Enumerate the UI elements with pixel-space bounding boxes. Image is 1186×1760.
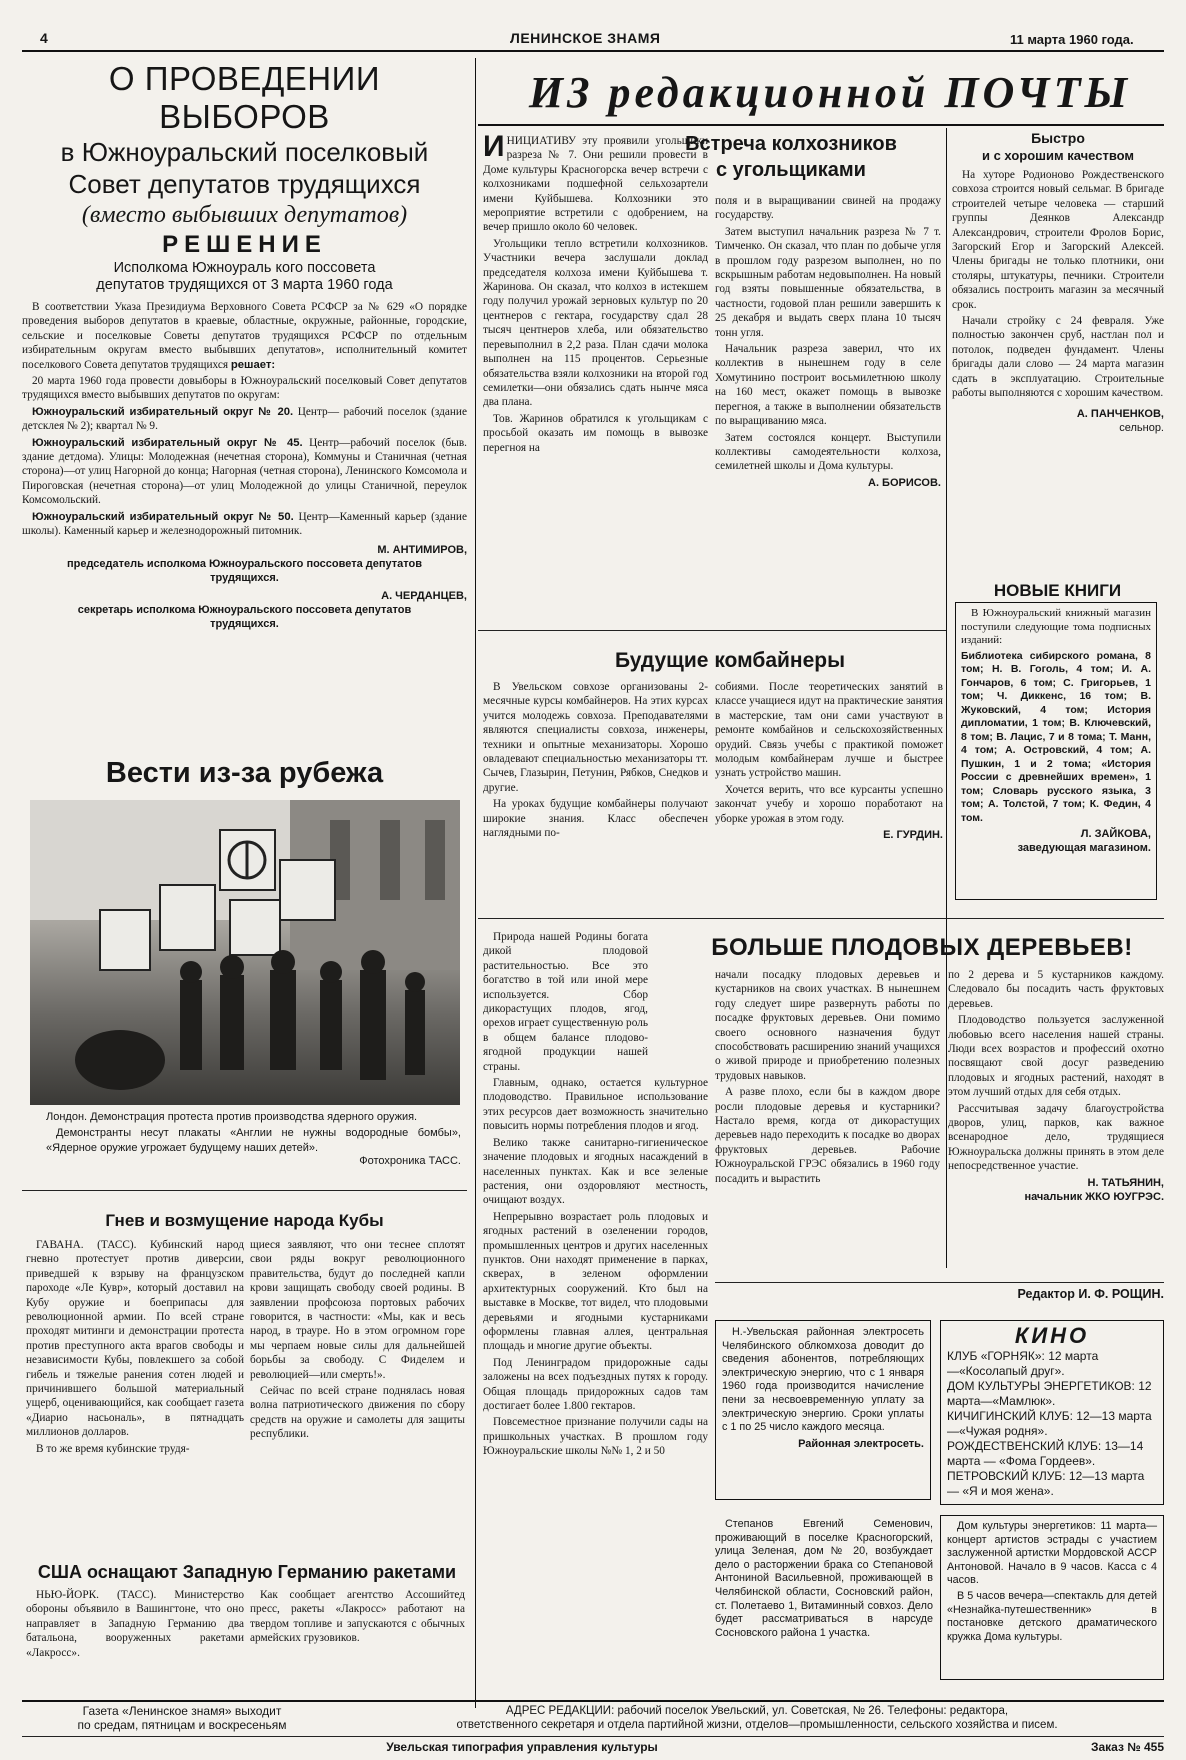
combiners-text-1: В Увельском совхозе организованы 2-месячные курсы комбайнеров. На этих курсах учится молодежь совхоза. Преподавателями являются специалисты совхоза, инженеры, техники и опытные механизаторы. Хорошо овладевают специальностью механизаторы тт. Сычев, Глазырин, Петунин, Рябков, Снедков и другие.	[483, 681, 708, 794]
cuba-text-2b: Сейчас по всей стране поднялась новая волна патриотического движения по сбору средств на оружие и самолеты для защиты республики.	[250, 1385, 465, 1441]
culture-box	[940, 1515, 1164, 1680]
fruit-text-1: Природа нашей Родины богата дикой плодовой растительностью. Все это богатство в той или иной мере используется. Сбор дикорастущих плодов, ягод, орехов играет существенную роль в общем балансе плодово-ягодной продукции нашей страны.	[483, 931, 648, 1073]
header-rule	[22, 50, 1164, 52]
caption-credit: Фотохроника ТАСС.	[359, 1155, 461, 1168]
meeting-col2-para-4: Затем состоялся концерт. Выступили коллективы самодеятельности колхоза, семилетней школы и Дома культуры.	[715, 431, 941, 473]
cinema-listing-5: ПЕТРОВСКИЙ КЛУБ: 12—13 марта — «Я и моя жена».	[947, 1469, 1145, 1498]
footer-rule-bottom	[22, 1736, 1164, 1737]
masthead: ЛЕНИНСКОЕ ЗНАМЯ	[510, 30, 661, 46]
footer-printer: Увельская типография управления культуры	[386, 1740, 658, 1754]
combiners-col-2	[715, 680, 943, 842]
power-notice-text: Н.-Увельская районная электросеть Челябинского облкомхоза доводит до сведения абонентов, потребляющих электрическую энергию, что с 1 января 1960 года производится начисление пени за несвоевременную уплату за электрическую энергию. Сроки уплаты с 1 по 25 число каждого месяца.	[722, 1326, 924, 1434]
footer-address-2: ответственного секретаря и отдела партийной жизни, отделов—промышленности, сельского хозяйства и писем.	[456, 1719, 1058, 1731]
fruit-role: начальник ЖКО ЮУГРЭС.	[1024, 1190, 1164, 1203]
issuer-line-1: Исполкома Южноураль кого поссовета	[113, 260, 376, 276]
banner-rule	[478, 124, 1164, 126]
issue-date: 11 марта 1960 года.	[1010, 32, 1134, 47]
issuer-line-2: депутатов трудящихся от 3 марта 1960 года	[96, 277, 393, 293]
elections-paragraph-2: 20 марта 1960 года провести довыборы в Южноуральский поселковый Совет депутатов трудящихся вместо выбывших депутатов по округам:	[22, 375, 467, 402]
meeting-col2-para-3: Начальник разреза заверил, что их коллектив в нынешнем году в селе Хомутинино построит восьмилетнюю школу на 160 мест, окажет помощь в вывозке перегноя, а также в выполнении обязательств по выращиванию мяса.	[715, 343, 941, 428]
fruit-text-1c: Велико также санитарно-гигиеническое значение плодовых и ягодных насаждений в населенных пунктах. Как и все зеленые растения, они оздоровляют местность, очищают воздух.	[483, 1136, 708, 1207]
fast-para-1: На хуторе Родионово Рождественского совхоза строится новый сельмаг. В бригаде строителей четыре человека — старший группы Деянков Александр Александрович, строители Фролов Борис, Загорский Егор и Загорский Алексей. Члены бригады не только плотники, они столяры, штукатуры, печники. Строители обязались построить магазин за месячный срок.	[952, 169, 1164, 311]
meeting-signature: А. БОРИСОВ.	[868, 476, 941, 489]
district-50: Южноуральский избирательный округ № 50. Центр—Каменный карьер (здание школы). Каменный карьер и железнодорожный питомник.	[22, 510, 467, 538]
meeting-title-2: с угольщиками	[716, 159, 866, 181]
cinema-box	[940, 1320, 1164, 1505]
fruit-heading: БОЛЬШЕ ПЛОДОВЫХ ДЕРЕВЬЕВ!	[711, 934, 1133, 961]
fruit-col-1	[483, 930, 708, 1461]
fruit-text-1f: Повсеместное признание получили сады на пришкольных участках. В прошлом году Южноуральские школы №№ 1, 2 и 50	[483, 1416, 708, 1458]
elections-subtitle-2: Совет депутатов трудящихся	[68, 169, 421, 199]
cuba-text-1: ГАВАНА. (ТАСС). Кубинский народ гневно протестует против диверсии, приведшей к взрыву на французском пароходе «Ле Кувр», который доставил на Кубу оружие и боеприпасы для революционной армии. По всей стране проходят митинги и демонстрации протеста против преступного акта врагов свободы и независимости Кубы, повлекшего за собой гибель и тяжелые ранения сотен людей и причинившего большой материальный ущерб, оценивающийся, как сообщает газета «Диарио насьональ», в пятнадцать миллионов долларов.	[26, 1239, 244, 1439]
combiners-text-2: собиями. После теоретических занятий в классе учащиеся идут на практические занятия в мастерские, там они сами участвуют в ремонте комбайнов и сельскохозяйственных орудий. Связь учебы с практикой поможет молодым комбайнерам лучше и быстрее узнать устройство машин.	[715, 681, 943, 780]
books-box	[955, 602, 1157, 900]
fruit-text-3: по 2 дерева и 5 кустарников каждому. Следовало бы посадить часть фруктовых деревьев.	[948, 969, 1164, 1010]
fast-article	[952, 130, 1164, 435]
signature-cherdantsev: А. ЧЕРДАНЦЕВ,	[381, 589, 467, 602]
divorce-notice	[715, 1518, 933, 1642]
page-number: 4	[40, 30, 48, 46]
combiners-rule	[478, 630, 946, 631]
usa-col-2	[250, 1588, 465, 1648]
fruit-col-2	[715, 968, 940, 1188]
signature-antimirov-role: председатель исполкома Южноуральского поссовета депутатов трудящихся.	[66, 557, 423, 584]
elections-subtitle-3: (вместо выбывших депутатов)	[81, 202, 408, 228]
fruit-text-2: начали посадку плодовых деревьев и кустарников на своих участках. В нынешнем году следует шире развернуть работы по посадке фруктовых деревьев. Они помимо своего основного назначения будут способствовать расширению знаний учащихся о живой природе и приобретению полезных трудовых навыков.	[715, 969, 940, 1082]
cinema-heading: КИНО	[1014, 1323, 1090, 1348]
meeting-col-2	[715, 194, 941, 490]
fruit-text-2b: А разве плохо, если бы в каждом дворе росли плодовые деревья и кустарники? Настало время, когда от дикорастущих деревьев надо переходить к посадке во дворах фруктовых деревьев. Рабочие Южноуральской ГРЭС обязались в 1960 году посадить и вырастить	[715, 1086, 940, 1185]
fruit-text-1e: Под Ленинградом придорожные сады заложены на всех подъездных путях к городу. Общая площадь придорожных садов там достигает более 1.800 гектаров.	[483, 1356, 708, 1412]
meeting-para-2: Угольщики тепло встретили колхозников. Участники вечера заслушали доклад председателя колхоза имени Куйбышева т. Жаринова. Он сказал, что колхоз в истекшем году получил урожай зерновых культур по 20 центнеров с гектара, государству сдал 28 тысяч центнеров хлеба, или обязательство перевыполнил в 2,2 раза. План сдачи молока выполнен на 115 процентов. Серьезные обязательства взяли колхозники на второй год семилетки—они обязались сдать нынче мяса два плана.	[483, 237, 708, 409]
cinema-listing-4: РОЖДЕСТВЕНСКИЙ КЛУБ: 13—14 марта — «Фома Гордеев».	[947, 1439, 1144, 1468]
editor-rule	[715, 1282, 1164, 1283]
abroad-heading: Вести из-за рубежа	[105, 757, 384, 789]
footer-left-2: по средам, пятницам и воскресеньям	[77, 1718, 287, 1732]
books-signature: Л. ЗАЙКОВА,	[1080, 828, 1151, 840]
combiners-text-2b: Хочется верить, что все курсанты успешно закончат учебу и хорошо поработают на уборке урожая в этом году.	[715, 783, 943, 825]
abroad-rule	[22, 1190, 467, 1191]
usa-heading: США оснащают Западную Германию ракетами	[37, 1562, 457, 1582]
meeting-lead: И НИЦИАТИВУ эту проявили угольщики разреза № 7. Они решили провести в Доме культуры Красногорска вечер встречи с колхозниками подшефной сельхозартели имени Куйбышева. Колхозники это мероприятие встретили с одобрением, на вечер пришло около 60 человек.	[483, 130, 708, 234]
usa-text-1: НЬЮ-ЙОРК. (ТАСС). Министерство обороны объявило в Вашингтоне, что оно направляет в Западную Германию два батальона, вооруженных ракетами «Лакросс».	[26, 1589, 244, 1659]
meeting-col2-para-2: Затем выступил начальник разреза № 7 т. Тимченко. Он сказал, что план по добыче угля в прошлом году разрезом выполнен, но по вскрышным работам недовыполнен. На новый год взяты повышенные обязательства, в частности, годовой план решили завершить к 25 декабря и выдать сверх плана 10 тысяч тонн угля.	[715, 225, 941, 339]
fruit-text-1b: Главным, однако, остается культурное плодоводство. Правильное использование этих ресурсов дает возможность значительно повысить нормы потребления плодов и ягод.	[483, 1077, 708, 1133]
elections-subtitle-1: в Южноуральский поселковый	[60, 137, 429, 167]
footer-order: Заказ № 455	[1090, 1740, 1164, 1754]
combiners-heading: Будущие комбайнеры	[614, 649, 846, 672]
cinema-listing-2: ДОМ КУЛЬТУРЫ ЭНЕРГЕТИКОВ: 12 марта—«Мамлюк».	[947, 1379, 1152, 1408]
footer-address-1: АДРЕС РЕДАКЦИИ: рабочий поселок Увельский, ул. Советская, № 26. Телефоны: редактора,	[505, 1705, 1009, 1717]
district-20: Южноуральский избирательный округ № 20. Центр— рабочий поселок (здание детсклея № 2); квартал № 9.	[22, 405, 467, 433]
books-list: Библиотека сибирского романа, 8 том; Н. В. Гоголь, 4 том; И. А. Гончаров, 6 том; С. Григорьев, 1 том; Ч. Диккенс, 16 том; В. Жуковский, 4 том; История дипломатии, 1 том; В. Ключевский, 8 том; В. Лацис, 7 и 8 тома; Т. Манн, 4 том; А. Островский, 4 том; А. Пушкин, 1 и 2 тома; «История России с древнейших времен», 1 том; Словарь русского языка, 3 том; А. Толстой, 7 том; К. Федин, 4 том.	[961, 649, 1151, 824]
photo-caption	[46, 1110, 461, 1167]
fruit-text-3b: Плодоводство пользуется заслуженной любовью всего населения нашей страны. Люди всех возрастов и профессий охотно посвящают свой досуг разведению плодовых и ягодных растений, находят в этом лучший отдых для себя отдых.	[948, 1014, 1164, 1099]
caption-line-2: Демонстранты несут плакаты «Англии не нужны водородные бомбы», «Ядерное оружие угрожает будущему наших детей».	[46, 1127, 461, 1154]
meeting-col-1	[483, 128, 708, 457]
books-role: заведующая магазином.	[1017, 842, 1151, 854]
culture-text-1: Дом культуры энергетиков: 11 марта—концерт артистов эстрады с участием заслуженной артистки Мордовской АССР Антоновой. Начало в 9 часов. Касса с 4 часов.	[947, 1520, 1157, 1587]
fruit-col-3	[948, 968, 1164, 1204]
divorce-text: Степанов Евгений Семенович, проживающий в поселке Красногорский, улица Зеленая, дом № 20, возбуждает дело о расторжении брака со Степановой Антониной Васильевной, проживающей в Челябинской области, Сосновский район, ст. Полетаево 1, Витаминный совхоз. Дело будет рассматриваться в нарсуде Сосновского района 1 участка.	[715, 1518, 933, 1639]
fast-title-1: Быстро	[1031, 130, 1085, 146]
signature-cherdantsev-role: секретарь исполкома Южноуральского поссовета депутатов трудящихся.	[77, 603, 412, 630]
column-divider-main	[475, 58, 476, 1708]
district-45: Южноуральский избирательный округ № 45. Центр—рабочий поселок (быв. здание детдома). Улицы: Молодежная (нечетная сторона), Коммуны и Станичная (четная сторона)—от улиц Нагорной до конца; Нагорная (четная сторона), Ленинского Комсомола и Пироговская (нечетная сторона)—от улиц Молодежной до улицы Станичной, переулок Комсомольский.	[22, 436, 467, 507]
signature-antimirov: М. АНТИМИРОВ,	[377, 543, 467, 556]
fruit-signature: Н. ТАТЬЯНИН,	[1087, 1176, 1164, 1189]
cinema-listing-3: КИЧИГИНСКИЙ КЛУБ: 12—13 марта—«Чужая родня».	[947, 1409, 1152, 1438]
fast-role: сельнор.	[1119, 421, 1164, 434]
elections-article	[22, 60, 467, 631]
meeting-para-3: Тов. Жаринов обратился к угольщикам с просьбой оказать им помощь в вывозке перегноя на	[483, 412, 708, 454]
mail-banner: ИЗ редакционной ПОЧТЫ	[528, 68, 1132, 117]
combiners-signature: Е. ГУРДИН.	[883, 829, 943, 842]
books-heading: НОВЫЕ КНИГИ	[993, 581, 1122, 600]
power-notice-signature: Районная электросеть.	[798, 1437, 924, 1450]
elections-paragraph-1: В соответствии Указа Президиума Верховного Совета РСФСР за № 629 «О порядке проведения выборов депутатов в краевые, областные, окружные, районные, городские, сельские и поселковые Советы депутатов трудящихся РСФСР по отдельным избирательным округам вместо выбывших депутатов», исполнительный комитет поселкового Совета депутатов трудящихся решает:	[22, 301, 467, 371]
cuba-col-2	[250, 1238, 465, 1444]
fast-para-2: Начали стройку с 24 февраля. Уже полностью закончен сруб, настлан пол и потолок, подведен фундамент. Члены бригады дали слово — 24 марта магазин сдать в эксплуатацию. Строительные работы выполняются с хорошим качеством.	[952, 315, 1164, 400]
decision-heading: РЕШЕНИЕ	[162, 231, 327, 258]
fast-signature: А. ПАНЧЕНКОВ,	[1076, 407, 1164, 420]
cuba-col-1	[26, 1238, 244, 1458]
books-intro: В Южноуральский книжный магазин поступили следующие тома подписных изданий:	[961, 607, 1151, 646]
power-notice-box	[715, 1320, 931, 1500]
usa-col-1	[26, 1588, 244, 1662]
usa-text-2: Как сообщает агентство Ассошийтед пресс, ракеты «Лакросс» работают на твердом топливе и запускаются с обычных армейских грузовиков.	[250, 1589, 465, 1645]
combiners-text-1b: На уроках будущие комбайнеры получают широкие знания. Класс обеспечен наглядными по-	[483, 798, 708, 840]
meeting-col2-para-1: поля и в выращивании свиней на продажу государству.	[715, 195, 941, 222]
footer-rule-top	[22, 1700, 1164, 1702]
demonstration-photo-icon	[30, 800, 460, 1105]
column-divider-right	[946, 128, 947, 1268]
fast-title-2: и с хорошим качеством	[981, 148, 1135, 163]
fruit-text-1d: Непрерывно возрастает роль плодовых и ягодных растений в озеленении городов, промышленных центров и других населенных пунктов. Они находят применение в парках, скверах, в зеленом оформлении архитектурных сооружений. Кто был на выставке в Москве, тот видел, что плодовыми деревьями и ягодными кустарниками оформлены главная аллея, центральная площадь и многие другие объекты.	[483, 1210, 708, 1353]
fruit-rule	[478, 918, 1164, 919]
elections-title: О ПРОВЕДЕНИИ ВЫБОРОВ	[108, 60, 381, 135]
meeting-title-1: Встреча колхозников	[685, 133, 897, 155]
combiners-col-1	[483, 680, 708, 842]
footer-left-1: Газета «Ленинское знамя» выходит	[82, 1704, 282, 1718]
cuba-text-1b: В то же время кубинские трудя-	[36, 1442, 190, 1455]
caption-line-1: Лондон. Демонстрация протеста против производства ядерного оружия.	[46, 1111, 418, 1123]
editor-line: Редактор И. Ф. РОЩИН.	[1017, 1287, 1164, 1301]
cuba-heading: Гнев и возмущение народа Кубы	[105, 1211, 384, 1230]
culture-text-2: В 5 часов вечера—спектакль для детей «Незнайка-путешественник» в постановке детского драматического кружка Дома культуры.	[947, 1589, 1157, 1643]
abroad-photo	[30, 800, 460, 1105]
cuba-text-2: щиеся заявляют, что они теснее сплотят свои ряды вокруг революционного правительства, будут до последней капли крови защищать свободу своей родины. В заявлении профсоюза портовых рабочих говорится, в частности: «Мы, как и весь народ, в трауре. Но в этом огромном горе мы черпаем новые силы для дальнейшей борьбы за свободу. С Фиделем и революцией—или смерть!».	[250, 1239, 465, 1381]
fruit-text-3c: Рассчитывая задачу благоустройства дворов, улиц, парков, как важное всенародное дело, трудящиеся Южноуральска должны принять в этом деле непосредственное участие.	[948, 1102, 1164, 1173]
cinema-listing-1: КЛУБ «ГОРНЯК»: 12 марта —«Косолапый друг».	[947, 1349, 1099, 1378]
